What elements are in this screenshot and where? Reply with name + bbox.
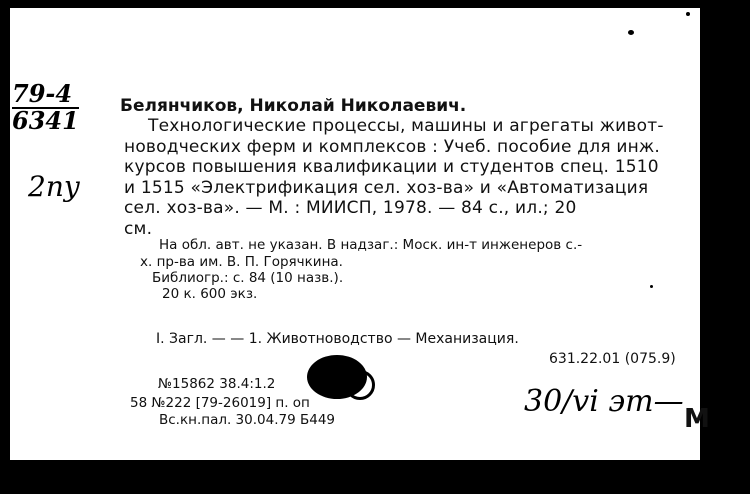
footer-line: 58 №222 [79-26019] п. оп bbox=[130, 395, 310, 411]
speck bbox=[686, 12, 690, 16]
bibliographic-description bbox=[124, 116, 672, 239]
footer-line: №15862 38.4:1.2 bbox=[158, 376, 276, 392]
corner-mark: М bbox=[684, 404, 710, 434]
call-number-line1: 79-4 bbox=[12, 82, 79, 109]
call-number bbox=[12, 79, 79, 135]
note-line: х. пр-ва им. В. П. Горячкина. bbox=[140, 254, 343, 270]
footer-line: Вс.кн.пал. 30.04.79 Б449 bbox=[159, 412, 335, 428]
note-line: На обл. авт. не указан. В надзаг.: Моск. ин-т инженеров с.- bbox=[159, 237, 583, 253]
scan-border-top bbox=[0, 0, 750, 8]
note-line: 20 к. 600 экз. bbox=[162, 286, 258, 302]
description-line: и 1515 «Электрификация сел. хоз-ва» и «Автоматизация bbox=[124, 177, 649, 198]
description-line: Технологические процессы, машины и агрегаты живот- bbox=[148, 116, 664, 136]
author-heading: Белянчиков, Николай Николаевич. bbox=[120, 96, 467, 116]
udc-classification: 631.22.01 (075.9) bbox=[549, 351, 676, 367]
description-line: сел. хоз-ва». — М. : МИИСП, 1978. — 84 с., ил.; 20 bbox=[124, 198, 577, 218]
description-line: см. bbox=[124, 218, 153, 239]
description-line: курсов повышения квалификации и студентов спец. 1510 bbox=[124, 157, 659, 177]
handwritten-signature: 30/vi эт— bbox=[524, 384, 684, 419]
speck bbox=[628, 30, 634, 35]
note-line: Библиогр.: с. 84 (10 назв.). bbox=[152, 270, 344, 286]
speck bbox=[650, 285, 653, 288]
subject-tracing: I. Загл. — — 1. Животноводство — Механизация. bbox=[156, 331, 519, 347]
handwritten-note: 2ny bbox=[28, 170, 80, 203]
call-number-line2: 6341 bbox=[12, 106, 79, 135]
description-line: новодческих ферм и комплексов : Учеб. пособие для инж. bbox=[124, 136, 661, 157]
ink-blot-ring bbox=[345, 370, 375, 400]
